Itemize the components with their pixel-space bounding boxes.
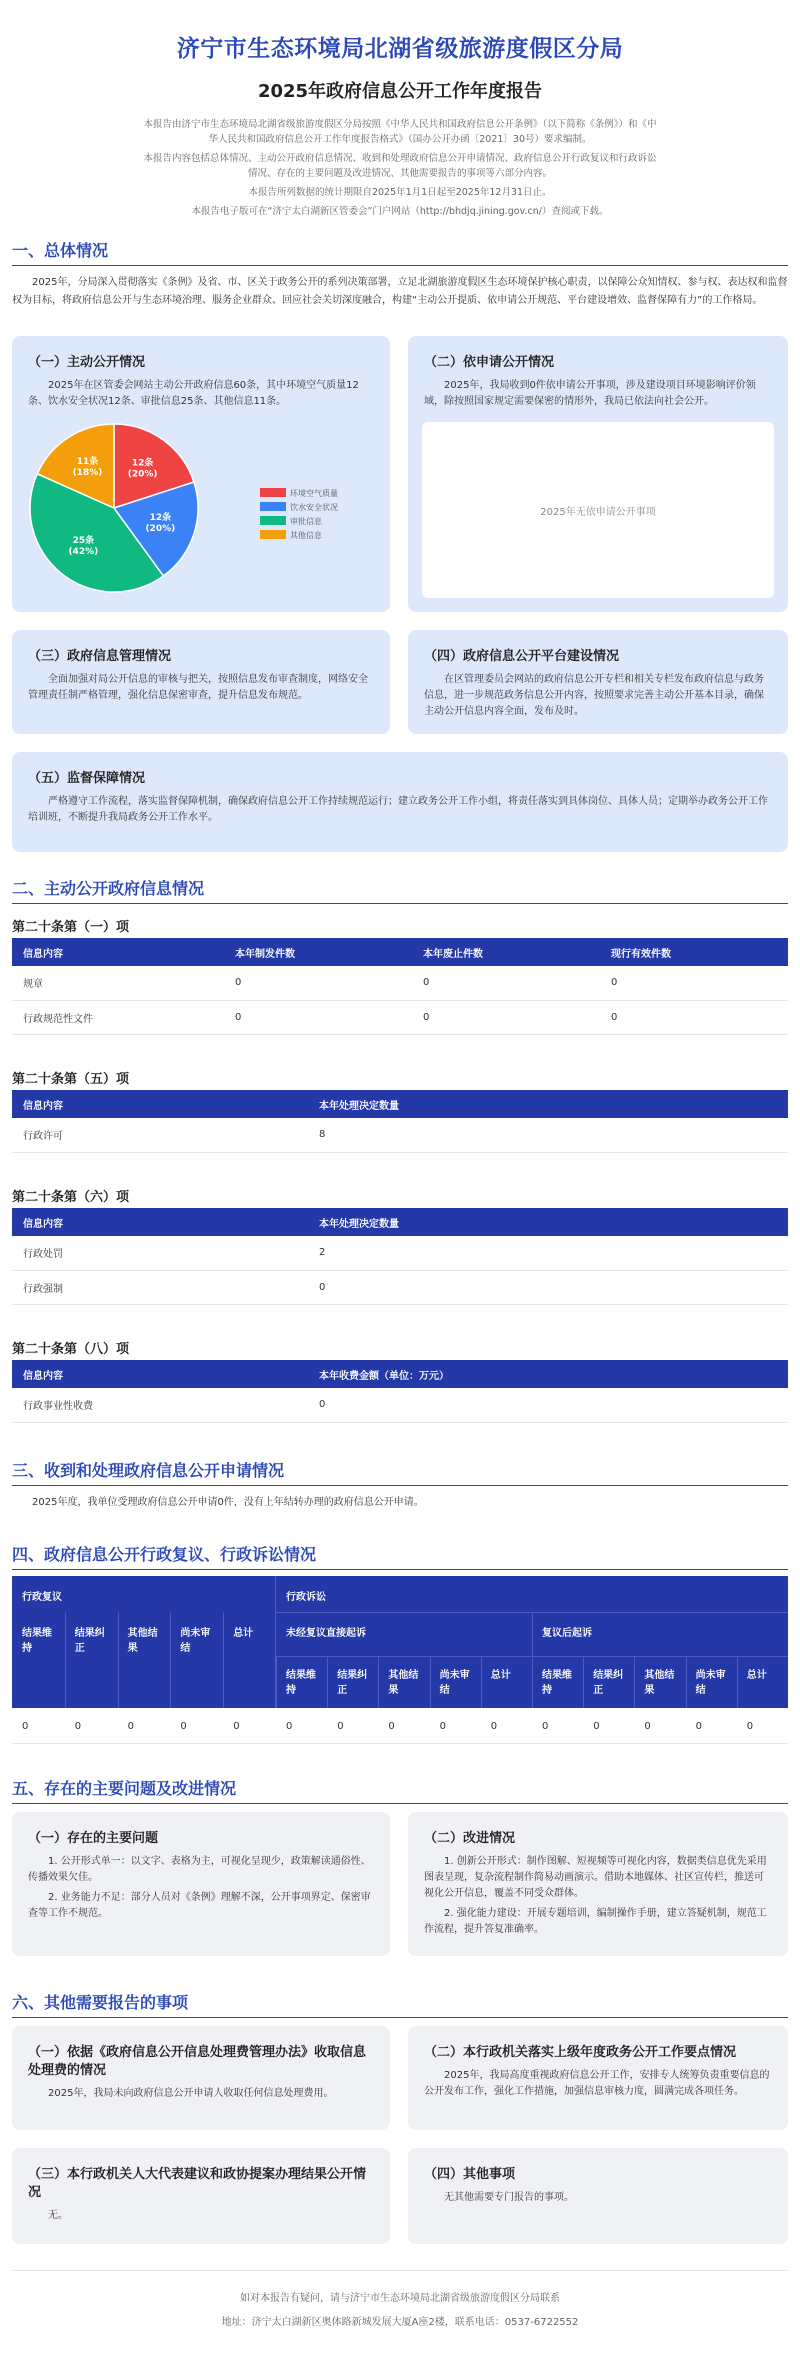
card-supervision — [12, 752, 788, 852]
column-header: 信息内容 — [12, 1090, 308, 1118]
table-cell: 0 — [127, 1721, 134, 1732]
card-text: 2. 业务能力不足：部分人员对《条例》理解不深，公开事项界定、保密审查等工作不规范。 — [28, 1892, 371, 1919]
card-title: （二）本行政机关落实上级年度政务公开工作要点情况 — [424, 2045, 737, 2060]
legend-swatch — [260, 488, 286, 497]
card-title: （一）存在的主要问题 — [28, 1831, 159, 1846]
column-divider — [583, 1656, 584, 1708]
intro-line: 本报告内容包括总体情况、主动公开政府信息情况、收到和处理政府信息公开申请情况、政府信息公开行政复议和行政诉讼情况、存在的主要问题及改进情况、其他需要报告的事项等六部分内容。 — [143, 153, 657, 179]
card-title: （五）监督保障情况 — [28, 771, 146, 786]
table-row — [12, 1270, 788, 1304]
card-work-points — [408, 2026, 788, 2130]
card-title: （二）改进情况 — [424, 1831, 516, 1846]
table-cell: 0 — [308, 1388, 788, 1422]
card-title: （三）政府信息管理情况 — [28, 649, 172, 664]
card-title: （四）政府信息公开平台建设情况 — [424, 649, 620, 664]
card-proposals — [12, 2148, 390, 2244]
column-header: 其他结果 — [127, 1628, 158, 1654]
card-text: 无其他需要专门报告的事项。 — [444, 2192, 574, 2203]
review-table-header — [12, 1576, 788, 1708]
column-header: 现行有效件数 — [600, 938, 788, 966]
pie-data-label: 25条 — [72, 535, 95, 546]
table-cell: 0 — [224, 966, 412, 1000]
report-title: 2025年政府信息公开工作年度报告 — [257, 81, 543, 102]
column-header: 其他结果 — [644, 1670, 675, 1696]
column-header: 尚未审结 — [695, 1670, 726, 1696]
table-cell: 规章 — [12, 966, 224, 1000]
table-cell: 0 — [542, 1721, 549, 1732]
table-row — [12, 1000, 788, 1034]
pie-data-label: 12条 — [149, 513, 172, 524]
table-licensing — [12, 1090, 788, 1153]
overview-paragraph: 2025年，分局深入贯彻落实《条例》及省、市、区关于政务公开的系列决策部署，立足北湖旅游度假区生态环境保护核心职责，以保障公众知情权、参与权、表达权和监督权为目标，将政府信息公开与生态环境治理、服务企业群众、回应社会关切深度融合，构建“主动公开提质、依申请公开规范、平台建设增效、监督保障有力”的工作格局。 — [12, 277, 788, 306]
card-application-disclosure — [408, 336, 788, 612]
card-fees — [12, 2026, 390, 2130]
table-cell: 行政强制 — [12, 1270, 308, 1304]
pie-data-label: (18%) — [72, 468, 103, 479]
column-header: 信息内容 — [12, 1208, 308, 1236]
column-header: 尚未审结 — [439, 1670, 470, 1696]
section-title-problems: 五、存在的主要问题及改进情况 — [12, 1776, 788, 1804]
column-header: 信息内容 — [12, 1360, 308, 1388]
table-cell: 0 — [22, 1721, 29, 1732]
column-header: 结果维持 — [286, 1670, 316, 1696]
card-text: 2025年，我局未向政府信息公开申请人收取任何信息处理费用。 — [48, 2088, 334, 2099]
table-title: 第二十条第（六）项 — [12, 1190, 130, 1205]
column-header: 本年处理决定数量 — [308, 1208, 788, 1236]
legend-swatch — [260, 502, 286, 511]
column-divider — [223, 1612, 224, 1708]
column-header: 本年收费金额（单位：万元） — [308, 1360, 788, 1388]
card-improvements — [408, 1812, 788, 1956]
column-header: 结果维持 — [542, 1670, 572, 1696]
column-divider — [686, 1656, 687, 1708]
table-cell: 0 — [308, 1270, 788, 1304]
pie-data-label: 11条 — [76, 457, 99, 468]
card-text: 严格遵守工作流程，落实监督保障机制，确保政府信息公开工作持续规范运行；建立政务公开工作小组，将责任落实到具体岗位、具体人员；定期举办政务公开工作培训班，不断提升我局政务公开工作水平。 — [28, 796, 768, 823]
header-direct-lawsuit: 未经复议直接起诉 — [286, 1628, 366, 1639]
legend-label: 饮水安全状况 — [290, 503, 338, 512]
column-header: 结果纠正 — [337, 1670, 368, 1696]
card-text: 2025年，我局收到0件依申请公开事项，涉及建设项目环境影响评价领域，除按照国家规定需要保密的情形外，我局已依法向社会公开。 — [424, 380, 756, 407]
table-fees — [12, 1360, 788, 1423]
column-header: 总计 — [490, 1670, 511, 1681]
table-cell: 0 — [388, 1721, 395, 1732]
legend-label: 审批信息 — [290, 517, 322, 526]
card-text: 在区管理委员会网站的政府信息公开专栏和相关专栏发布政府信息与政务信息，进一步规范政务信息公开内容，按照要求完善主动公开基本目录，确保主动公开信息内容全面，发布及时。 — [424, 674, 764, 717]
table-cell: 0 — [412, 1000, 600, 1034]
column-header: 结果维持 — [22, 1628, 52, 1654]
table-cell: 0 — [490, 1721, 498, 1732]
table-cell: 0 — [337, 1721, 344, 1732]
table-header-row — [12, 1090, 788, 1118]
card-text: 2. 强化能力建设：开展专题培训，编制操作手册，建立答疑机制，规范工作流程，提升答复准确率。 — [424, 1908, 767, 1935]
card-other-matters — [408, 2148, 788, 2244]
column-divider — [65, 1612, 66, 1708]
card-title: （一）依据《政府信息公开信息处理费管理办法》收取信息处理费的情况 — [28, 2045, 367, 2078]
section-title-review-litigation: 四、政府信息公开行政复议、行政诉讼情况 — [12, 1542, 788, 1570]
column-divider — [430, 1656, 431, 1708]
column-divider — [170, 1612, 171, 1708]
disclosure-pie-chart — [28, 418, 374, 598]
agency-title: 济宁市生态环境局北湖省级旅游度假区分局 — [176, 36, 624, 62]
column-divider — [634, 1656, 635, 1708]
table-title: 第二十条第（一）项 — [12, 920, 130, 935]
section-title-other: 六、其他需要报告的事项 — [12, 1990, 788, 2018]
table-cell: 0 — [695, 1721, 702, 1732]
column-header: 总计 — [746, 1670, 767, 1681]
column-header: 本年废止件数 — [412, 938, 600, 966]
intro-line: 本报告由济宁市生态环境局北湖省级旅游度假区分局按照《中华人民共和国政府信息公开条例》（以下简称《条例》）和《中华人民共和国政府信息公开工作年度报告格式》（国办公开办函〔2021〕30号）要求编制。 — [143, 119, 657, 145]
card-text: 1. 公开形式单一：以文字、表格为主，可视化呈现少，政策解读通俗性、传播效果欠佳。 — [28, 1856, 371, 1883]
table-cell: 0 — [233, 1721, 240, 1732]
table-cell: 0 — [600, 1000, 788, 1034]
table-row — [12, 1118, 788, 1152]
card-text: 无。 — [48, 2210, 68, 2221]
table-cell: 行政处罚 — [12, 1236, 308, 1270]
review-values-row — [12, 1708, 788, 1744]
card-title: （三）本行政机关人大代表建议和政协提案办理结果公开情况 — [28, 2167, 367, 2200]
column-divider — [327, 1656, 328, 1708]
table-cell: 0 — [286, 1721, 293, 1732]
report-header — [12, 0, 788, 219]
table-cell: 2 — [308, 1236, 788, 1270]
table-penalty — [12, 1208, 788, 1305]
section-title-applications: 三、收到和处理政府信息公开申请情况 — [12, 1458, 788, 1486]
column-divider — [481, 1656, 482, 1708]
column-header: 尚未审结 — [180, 1628, 211, 1654]
column-header: 结果纠正 — [74, 1628, 105, 1654]
column-header: 结果纠正 — [593, 1670, 624, 1696]
card-title: （二）依申请公开情况 — [424, 355, 555, 370]
table-cell: 8 — [308, 1118, 788, 1152]
pie-data-label: (20%) — [145, 524, 176, 535]
legend-swatch — [260, 530, 286, 539]
table-cell: 行政许可 — [12, 1118, 308, 1152]
card-info-management — [12, 630, 390, 734]
column-header: 信息内容 — [12, 938, 224, 966]
table-row — [12, 1388, 788, 1422]
legend-swatch — [260, 516, 286, 525]
card-proactive-disclosure — [12, 336, 390, 612]
table-cell: 0 — [644, 1721, 651, 1732]
column-header: 本年制发件数 — [224, 938, 412, 966]
card-title: （一）主动公开情况 — [28, 355, 146, 370]
column-divider — [532, 1656, 533, 1708]
section-title-overview: 一、总体情况 — [12, 238, 788, 266]
header-lawsuit-after-review: 复议后起诉 — [542, 1628, 592, 1639]
table-cell: 0 — [439, 1721, 446, 1732]
intro-line: 本报告所列数据的统计期限自2025年1月1日起至2025年12月31日止。 — [248, 187, 552, 198]
intro-line: 本报告电子版可在“济宁太白湖新区管委会”门户网站（http://bhdjq.jining.gov.cn/）查阅或下载。 — [191, 206, 609, 217]
section-title-proactive: 二、主动公开政府信息情况 — [12, 876, 788, 904]
table-header-row — [12, 1208, 788, 1236]
table-cell: 0 — [412, 966, 600, 1000]
table-cell: 0 — [746, 1721, 754, 1732]
table-row — [12, 966, 788, 1000]
table-cell: 0 — [180, 1721, 187, 1732]
pie-data-label: (42%) — [68, 546, 99, 557]
card-text: 1. 创新公开形式：制作图解、短视频等可视化内容，数据类信息优先采用图表呈现，复杂流程制作简易动画演示。借助本地媒体、社区宣传栏，推送可视化公开信息，覆盖不同受众群体。 — [424, 1856, 767, 1899]
empty-state-box: 2025年无依申请公开事项 — [422, 422, 774, 598]
legend-label: 其他信息 — [290, 531, 322, 540]
applications-paragraph: 2025年度，我单位受理政府信息公开申请0件，没有上年结转办理的政府信息公开申请。 — [32, 1497, 424, 1508]
table-title: 第二十条第（五）项 — [12, 1072, 130, 1087]
column-header: 其他结果 — [388, 1670, 419, 1696]
column-header: 本年处理决定数量 — [308, 1090, 788, 1118]
card-text: 2025年，我局高度重视政府信息公开工作，安排专人统筹负责重要信息的公开发布工作，强化工作措施，加强信息审核力度，圆满完成各项任务。 — [424, 2070, 770, 2097]
table-cell: 行政规范性文件 — [12, 1000, 224, 1034]
table-title: 第二十条第（八）项 — [12, 1342, 130, 1357]
legend-label: 环境空气质量 — [290, 489, 338, 498]
table-cell: 行政事业性收费 — [12, 1388, 308, 1422]
table-cell: 0 — [224, 1000, 412, 1034]
table-row — [12, 1236, 788, 1270]
report-intro — [140, 117, 660, 219]
table-rules — [12, 938, 788, 1035]
footer-contact: 如对本报告有疑问，请与济宁市生态环境局北湖省级旅游度假区分局联系 — [240, 2293, 560, 2304]
table-cell: 0 — [74, 1721, 82, 1732]
footer-divider — [12, 2270, 788, 2271]
header-lawsuit: 行政诉讼 — [286, 1592, 326, 1603]
column-divider — [118, 1612, 119, 1708]
table-cell: 0 — [593, 1721, 600, 1732]
card-platform-building — [408, 630, 788, 734]
card-title: （四）其他事项 — [424, 2167, 516, 2182]
table-cell: 0 — [600, 966, 788, 1000]
table-header-row — [12, 1360, 788, 1388]
column-header: 总计 — [233, 1628, 254, 1639]
card-text: 2025年在区管委会网站主动公开政府信息60条，其中环境空气质量12条、饮水安全状况12条、审批信息25条、其他信息11条。 — [28, 380, 359, 407]
header-review: 行政复议 — [22, 1592, 62, 1603]
column-divider — [737, 1656, 738, 1708]
card-text: 全面加强对局公开信息的审核与把关，按照信息发布审查制度，网络安全管理责任制严格管理，强化信息保密审查，提升信息发布规范。 — [28, 674, 368, 701]
table-header-row — [12, 938, 788, 966]
column-divider — [378, 1656, 379, 1708]
column-divider — [276, 1656, 277, 1708]
card-problems — [12, 1812, 390, 1956]
footer-address: 地址：济宁太白湖新区奥体路新城发展大厦A座2楼，联系电话：0537-6722552 — [221, 2317, 579, 2328]
report-footer — [12, 2290, 788, 2332]
pie-data-label: (20%) — [127, 469, 158, 480]
pie-data-label: 12条 — [131, 458, 154, 469]
